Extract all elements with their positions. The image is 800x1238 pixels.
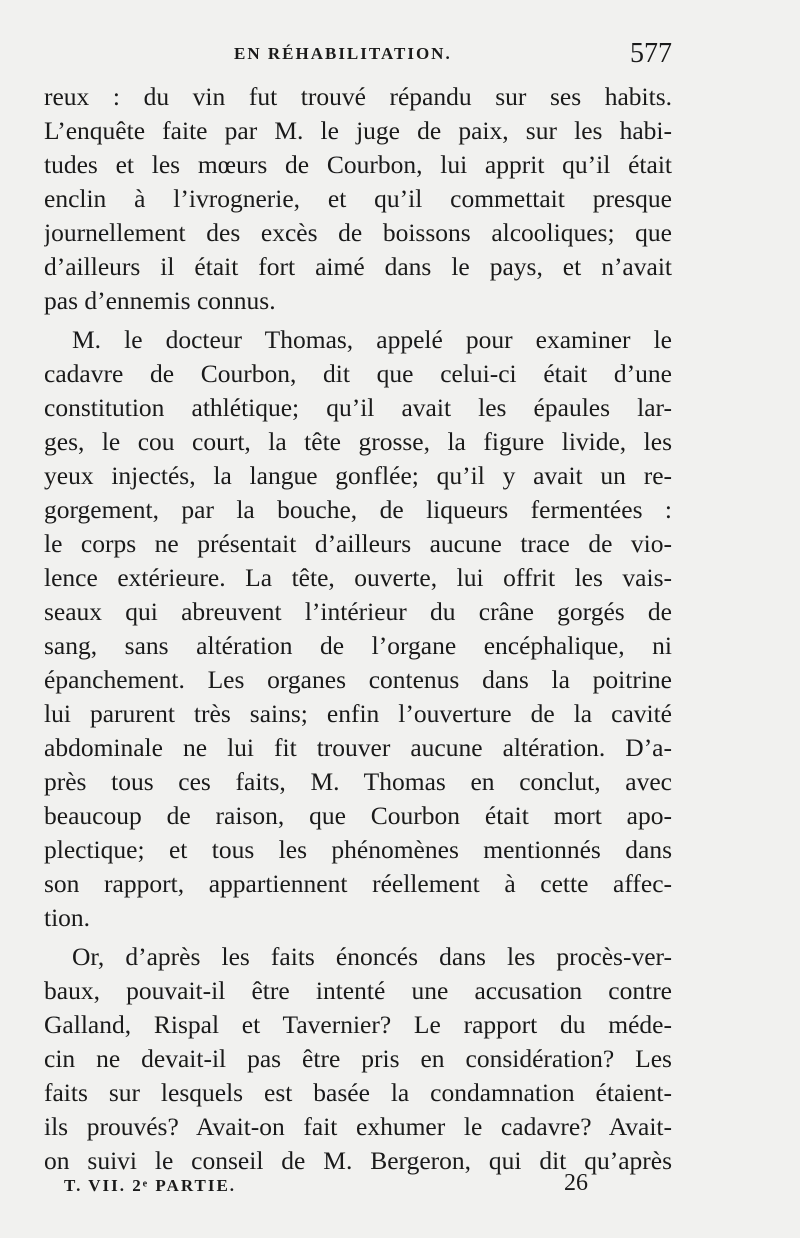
text-line: cin ne devait-il pas être pris en considération? Les <box>44 1044 672 1073</box>
text-line: abdominale ne lui fit trouver aucune altération. D’a- <box>44 733 672 762</box>
text-line: le corps ne présentait d’ailleurs aucune trace de vio- <box>44 529 672 558</box>
paragraph <box>44 80 672 318</box>
text-line: constitution athlétique; qu’il avait les épaules lar- <box>44 393 672 422</box>
page-number: 577 <box>630 38 672 69</box>
text-line: beaucoup de raison, que Courbon était mort apo- <box>44 801 672 830</box>
running-title: EN RÉHABILITATION. <box>234 44 452 63</box>
text-line: pas d’ennemis connus. <box>44 286 276 315</box>
text-line: tion. <box>44 903 91 932</box>
text-line: journellement des excès de boissons alcooliques; que <box>44 218 672 247</box>
text-line: on suivi le conseil de M. Bergeron, qui dit qu’après <box>44 1146 672 1175</box>
text-line: enclin à l’ivrognerie, et qu’il commettait presque <box>44 184 672 213</box>
page-footer <box>64 1170 672 1200</box>
text-line: gorgement, par la bouche, de liqueurs fermentées : <box>44 495 672 524</box>
text-line: près tous ces faits, M. Thomas en conclut, avec <box>44 767 672 796</box>
running-head <box>44 38 672 70</box>
text-line: L’enquête faite par M. le juge de paix, sur les habi- <box>44 116 672 145</box>
text-line: baux, pouvait-il être intenté une accusation contre <box>44 976 672 1005</box>
signature-mark: T. VII. 2ᵉ PARTIE. <box>64 1176 237 1195</box>
text-line: sang, sans altération de l’organe encéphalique, ni <box>44 631 672 660</box>
text-line: ils prouvés? Avait-on fait exhumer le cadavre? Avait- <box>44 1112 672 1141</box>
text-line: tudes et les mœurs de Courbon, lui apprit qu’il était <box>44 150 672 179</box>
text-line: cadavre de Courbon, dit que celui-ci était d’une <box>44 359 672 388</box>
text-line: lence extérieure. La tête, ouverte, lui offrit les vais- <box>44 563 672 592</box>
text-line: son rapport, appartiennent réellement à cette affec- <box>44 869 672 898</box>
text-line: épanchement. Les organes contenus dans la poitrine <box>44 665 672 694</box>
body-text <box>44 80 672 1178</box>
text-line: yeux injectés, la langue gonflée; qu’il y avait un re- <box>44 461 672 490</box>
paragraph <box>44 940 672 1178</box>
paragraph <box>44 323 672 935</box>
text-line: Galland, Rispal et Tavernier? Le rapport du méde- <box>44 1010 672 1039</box>
text-line: d’ailleurs il était fort aimé dans le pays, et n’avait <box>44 252 672 281</box>
sheet-number: 26 <box>564 1170 588 1196</box>
text-line: Or, d’après les faits énoncés dans les procès-ver- <box>72 942 672 971</box>
text-line: seaux qui abreuvent l’intérieur du crâne gorgés de <box>44 597 672 626</box>
text-line: M. le docteur Thomas, appelé pour examiner le <box>72 325 672 354</box>
text-line: reux : du vin fut trouvé répandu sur ses habits. <box>44 82 672 111</box>
text-line: ges, le cou court, la tête grosse, la figure livide, les <box>44 427 672 456</box>
text-line: faits sur lesquels est basée la condamnation étaient- <box>44 1078 672 1107</box>
text-line: lui parurent très sains; enfin l’ouverture de la cavité <box>44 699 672 728</box>
text-line: plectique; et tous les phénomènes mentionnés dans <box>44 835 672 864</box>
